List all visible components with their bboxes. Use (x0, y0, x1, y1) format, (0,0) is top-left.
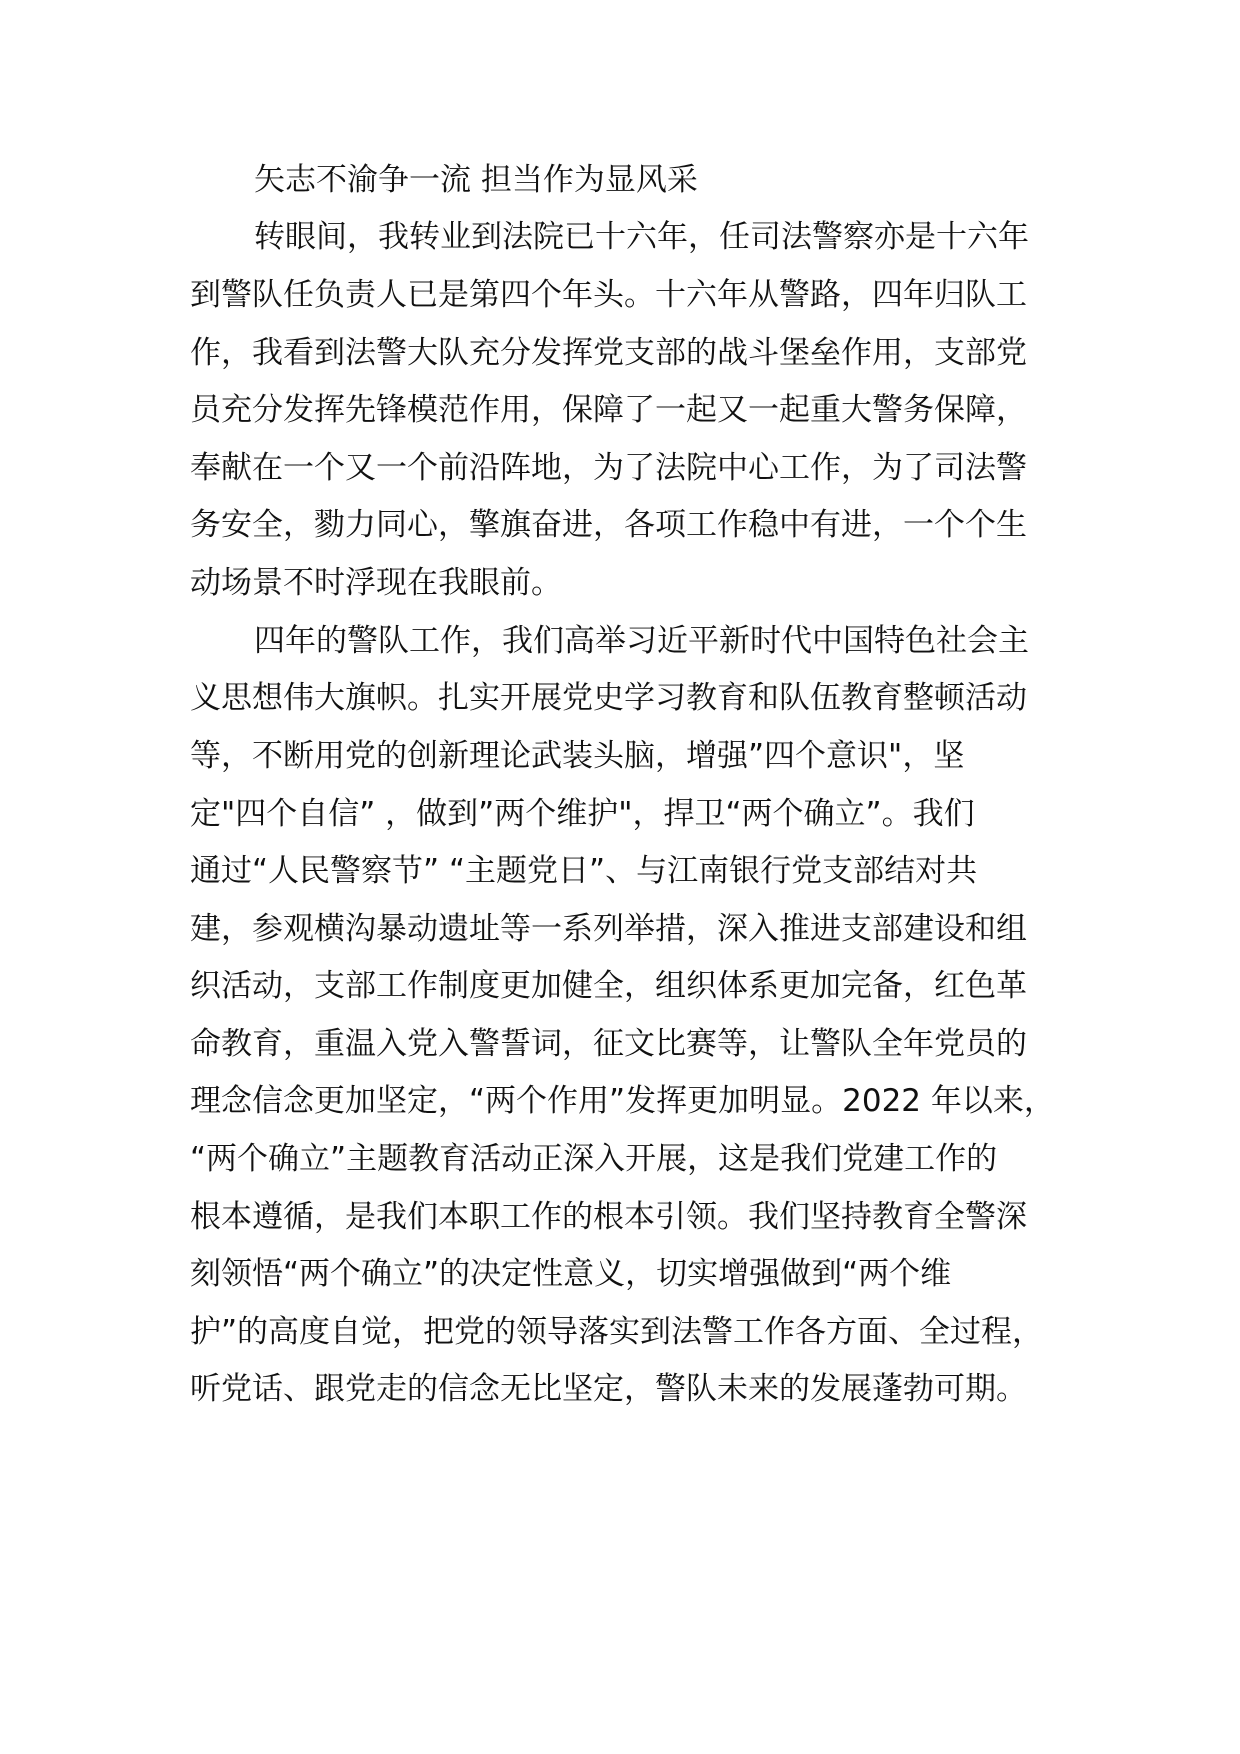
paragraph-2-line-4: 定"四个自信” ，做到”两个维护"，捍卫“两个确立”。我们 (190, 796, 975, 832)
paragraph-2-line-1: 四年的警队工作，我们高举习近平新时代中国特色社会主 (254, 623, 1029, 659)
paragraph-2-line-13: 护”的高度自觉，把党的领导落实到法警工作各方面、全过程， (190, 1314, 1044, 1350)
paragraph-2-line-12: 刻领悟“两个确立”的决定性意义，切实增强做到“两个维 (190, 1256, 952, 1292)
paragraph-2-line-14: 听党话、跟党走的信念无比坚定，警队未来的发展蓬勃可期。 (190, 1371, 1027, 1407)
paragraph-1-line-7: 动场景不时浮现在我眼前。 (190, 565, 562, 601)
paragraph-2-line-11: 根本遵循，是我们本职工作的根本引领。我们坚持教育全警深 (190, 1199, 1027, 1235)
paragraph-1-line-1: 转眼间，我转业到法院已十六年，任司法警察亦是十六年 (254, 219, 1029, 255)
paragraph-2-line-5: 通过“人民警察节” “主题党日”、与江南银行党支部结对共 (190, 853, 978, 889)
paragraph-2-line-10: “两个确立”主题教育活动正深入开展，这是我们党建工作的 (190, 1141, 998, 1177)
paragraph-2-line-7: 织活动，支部工作制度更加健全，组织体系更加完备，红色革 (190, 968, 1027, 1004)
paragraph-1-line-2: 到警队任负责人已是第四个年头。十六年从警路，四年归队工 (190, 277, 1027, 313)
paragraph-1-line-5: 奉献在一个又一个前沿阵地，为了法院中心工作，为了司法警 (190, 450, 1027, 486)
paragraph-2-line-6: 建，参观横沟暴动遗址等一系列举措，深入推进支部建设和组 (190, 911, 1027, 947)
paragraph-2-line-3: 等，不断用党的创新理论武装头脑，增强”四个意识"，坚 (190, 738, 965, 774)
paragraph-1-line-4: 员充分发挥先锋模范作用，保障了一起又一起重大警务保障， (190, 392, 1027, 428)
document-title: 矢志不渝争一流 担当作为显风采 (254, 162, 698, 198)
paragraph-2-line-2: 义思想伟大旗帜。扎实开展党史学习教育和队伍教育整顿活动 (190, 680, 1027, 716)
paragraph-2-line-8: 命教育，重温入党入警誓词，征文比赛等，让警队全年党员的 (190, 1026, 1027, 1062)
paragraph-1-line-3: 作，我看到法警大队充分发挥党支部的战斗堡垒作用，支部党 (190, 335, 1027, 371)
paragraph-2-line-9: 理念信念更加坚定，“两个作用”发挥更加明显。2022 年以来， (190, 1083, 1055, 1119)
paragraph-1-line-6: 务安全，勠力同心，擎旗奋进，各项工作稳中有进，一个个生 (190, 507, 1027, 543)
